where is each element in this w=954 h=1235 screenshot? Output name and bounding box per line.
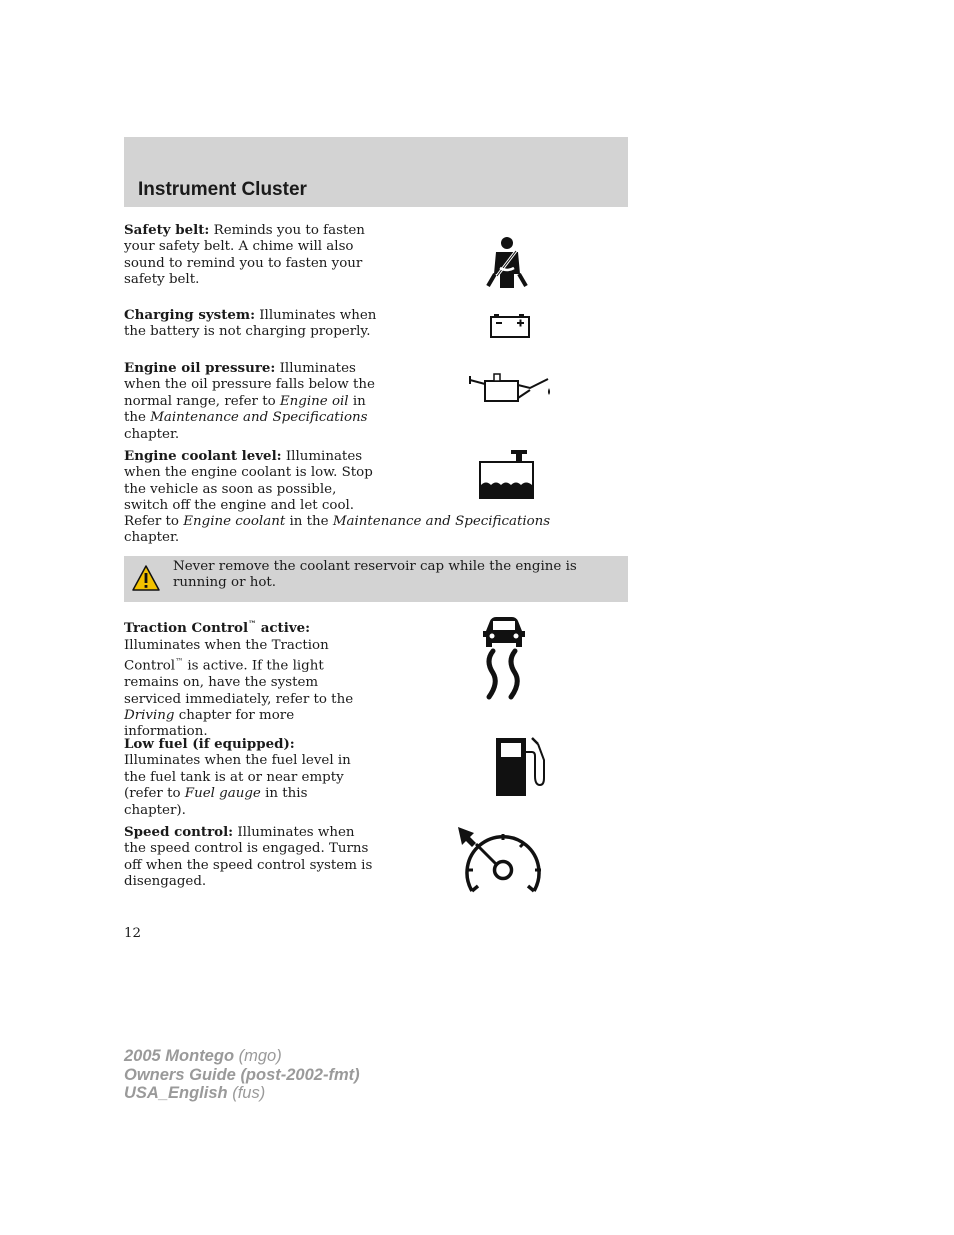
traction-text-1: Illuminates when the Traction Control [124, 637, 329, 674]
footer-language: USA_English [124, 1084, 228, 1102]
page-number: 12 [124, 926, 142, 941]
low-fuel-ref-fuel-gauge: Fuel gauge [184, 786, 261, 802]
traction-label-2: active: [256, 620, 311, 637]
speed-control-paragraph [124, 824, 379, 891]
low-fuel-text-1: Illuminates when the fuel level in the fuel tank is at or near empty (refer to [124, 753, 351, 802]
traction-ref-driving: Driving [124, 707, 175, 723]
coolant-ref-engine-coolant: Engine coolant [183, 514, 286, 529]
charging-label: Charging system: [124, 307, 256, 323]
oil-pressure-paragraph [124, 360, 384, 443]
safety-belt-text: Reminds you to fasten your safety belt. A chime will also sound to remind you to fasten your safety belt. [124, 223, 365, 288]
charging-text: Illuminates when the battery is not charging properly. [124, 308, 377, 340]
footer-guide: Owners Guide (post-2002-fmt) [124, 1065, 360, 1084]
oil-ref-maintenance: Maintenance and Specifications [150, 410, 368, 426]
fuel-pump-icon [494, 736, 546, 798]
coolant-reservoir-icon [478, 449, 536, 501]
oil-text-2: in the [124, 393, 366, 426]
document-footer [124, 1047, 360, 1103]
footer-language-code: (fus) [227, 1084, 266, 1102]
section-title: Instrument Cluster [138, 179, 307, 200]
coolant-text-4: chapter. [124, 530, 180, 546]
traction-label-1: Traction Control [124, 620, 249, 637]
seatbelt-icon [484, 234, 530, 290]
warning-box [124, 556, 628, 602]
low-fuel-text-2: in this chapter). [124, 786, 308, 818]
speed-control-label: Speed control: [124, 824, 234, 840]
speed-control-icon [456, 825, 546, 901]
trademark-symbol: ™ [248, 619, 257, 629]
safety-belt-label: Safety belt: [124, 222, 210, 238]
footer-line-3 [124, 1084, 360, 1103]
oil-ref-engine-oil: Engine oil [279, 393, 349, 409]
coolant-ref-maintenance: Maintenance and Specifications [332, 514, 551, 529]
coolant-paragraph [124, 448, 384, 515]
section-header [124, 137, 628, 207]
footer-line-1 [124, 1047, 360, 1066]
battery-icon [489, 313, 531, 339]
oil-can-icon [468, 370, 554, 406]
coolant-text: Illuminates when the engine coolant is low. Stop the vehicle as soon as possible, switch off the engine and let cool. [124, 449, 373, 514]
low-fuel-label: Low fuel (if equipped): [124, 736, 295, 752]
speed-control-text: Illuminates when the speed control is engaged. Turns off when the speed control system is disengaged. [124, 825, 373, 890]
traction-control-icon [481, 617, 527, 701]
traction-text-2: is active. If the light remains on, have the system serviced immediately, refer to the [124, 658, 354, 707]
traction-text-3: chapter for more information. [124, 707, 295, 740]
oil-pressure-label: Engine oil pressure: [124, 360, 276, 376]
trademark-symbol: ™ [175, 657, 184, 667]
oil-text-3: chapter. [124, 426, 180, 442]
safety-belt-paragraph [124, 222, 379, 289]
coolant-paragraph-continued [124, 514, 604, 547]
low-fuel-paragraph [124, 736, 369, 819]
warning-text: Never remove the coolant reservoir cap while the engine is running or hot. [173, 559, 577, 591]
footer-model-code: (mgo) [234, 1047, 282, 1065]
coolant-label: Engine coolant level: [124, 448, 282, 464]
traction-control-paragraph [124, 616, 369, 741]
traction-control-label [124, 620, 310, 636]
coolant-text-3: in the [285, 514, 333, 529]
footer-model: 2005 Montego [124, 1047, 235, 1065]
charging-paragraph [124, 307, 379, 341]
oil-pressure-text: Illuminates when the oil pressure falls below the normal range, refer to [124, 361, 375, 409]
warning-triangle-icon [131, 564, 161, 596]
footer-line-2 [124, 1066, 360, 1085]
coolant-text-2: Refer to [124, 514, 184, 529]
